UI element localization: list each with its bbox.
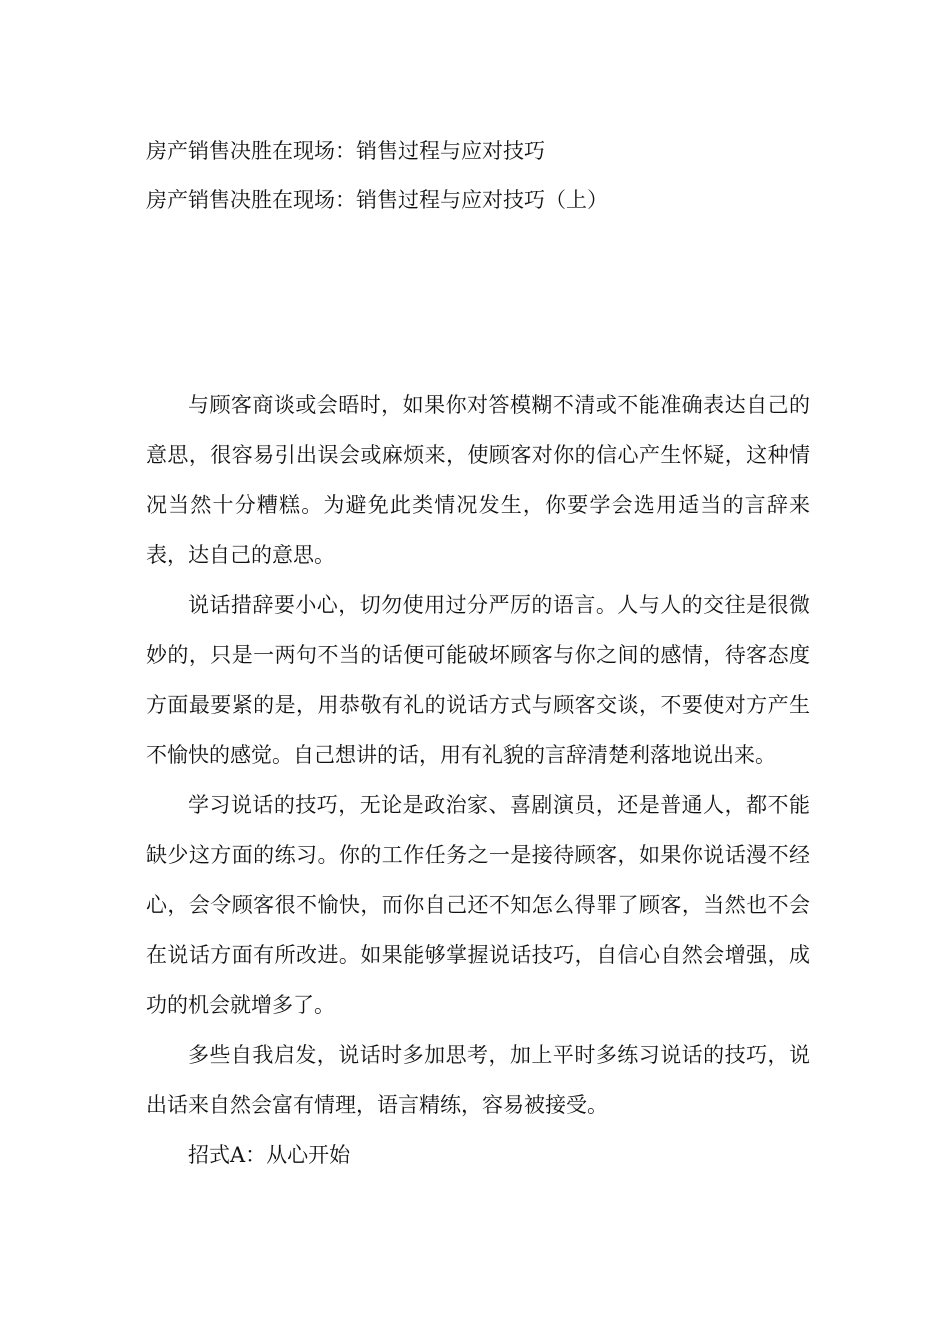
paragraph-1: 与顾客商谈或会晤时，如果你对答模糊不清或不能准确表达自己的意思，很容易引出误会或麻烦来，使顾客对你的信心产生怀疑，这种情况当然十分糟糕。为避免此类情况发生，你要学会选用适当的言辞来表，达自己的意思。	[146, 393, 810, 567]
document-subtitle: 房产销售决胜在现场：销售过程与应对技巧（上）	[146, 188, 608, 212]
paragraph-2: 说话措辞要小心，切勿使用过分严厉的语言。人与人的交往是很微妙的，只是一两句不当的话便可能破坏顾客与你之间的感情，待客态度方面最要紧的是，用恭敬有礼的说话方式与顾客交谈，不要使对方产生不愉快的感觉。自己想讲的话，用有礼貌的言辞清楚利落地说出来。	[146, 593, 810, 767]
section-heading: 招式A：从心开始	[188, 1143, 351, 1167]
document-body	[146, 380, 810, 1180]
document-title: 房产销售决胜在现场：销售过程与应对技巧	[146, 139, 545, 163]
paragraph-4: 多些自我启发，说话时多加思考，加上平时多练习说话的技巧，说出话来自然会富有情理，语言精练，容易被接受。	[146, 1043, 810, 1117]
paragraph-3: 学习说话的技巧，无论是政治家、喜剧演员，还是普通人，都不能缺少这方面的练习。你的工作任务之一是接待顾客，如果你说话漫不经心，会令顾客很不愉快，而你自己还不知怎么得罪了顾客，当然也不会在说话方面有所改进。如果能够掌握说话技巧，自信心自然会增强，成功的机会就增多了。	[146, 793, 810, 1017]
